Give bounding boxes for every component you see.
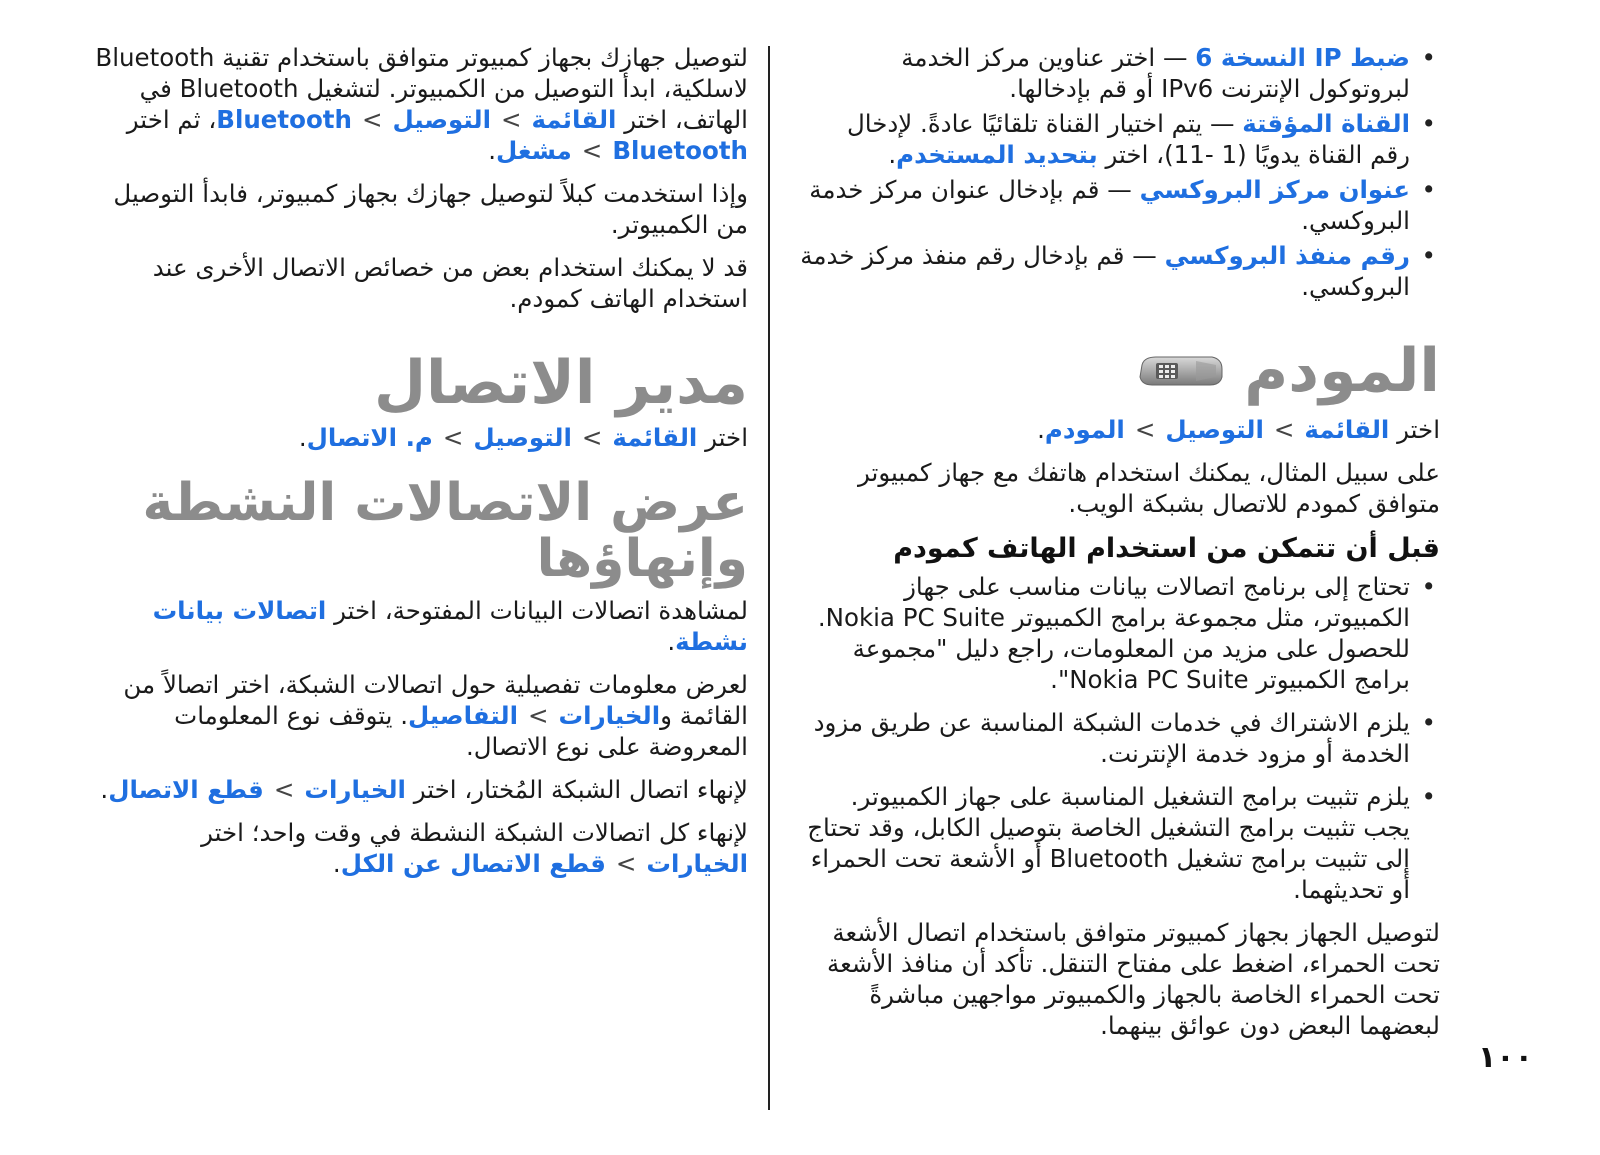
bluetooth-paragraph: لتوصيل جهازك بجهاز كمبيوتر متوافق باستخدام تقنية Bluetooth لاسلكية، ابدأ التوصيل من الكمبيوتر. لتشغيل Bluetooth في الهاتف، اختر القائمة>التوصيل>Bluetooth، ثم اختر Bluetooth>مشغل. (95, 43, 748, 165)
modem-title: المودم (1244, 336, 1440, 406)
connectivity-link[interactable]: التوصيل (392, 105, 491, 134)
bluetooth-link[interactable]: Bluetooth (216, 105, 352, 134)
list-item: • ضبط IP النسخة 6 — اختر عناوين مركز الخدمة لبروتوكول الإنترنت IPv6 أو قم بإدخالها. (800, 42, 1440, 104)
before-heading: قبل أن تتمكن من استخدام الهاتف كمودم (893, 533, 1440, 564)
column-divider (768, 46, 770, 1110)
setting-term: ضبط IP النسخة 6 (1195, 43, 1410, 72)
modem-device-icon (1136, 351, 1226, 391)
settings-list (800, 42, 1440, 302)
page-number: ١٠٠ (1478, 1040, 1533, 1075)
list-item: • تحتاج إلى برنامج اتصالات بيانات مناسب على جهاز الكمبيوتر، مثل مجموعة برامج الكمبيوتر Nokia PC Suite. للحصول على مزيد من المعلومات، راجع دليل "مجموعة برامج الكمبيوتر Nokia PC Suite". (800, 571, 1440, 695)
disconnect-all-link[interactable]: قطع الاتصال عن الكل (340, 849, 606, 878)
list-item: • عنوان مركز البروكسي — قم بإدخال عنوان مركز خدمة البروكسي. (800, 174, 1440, 236)
modem-link[interactable]: المودم (1044, 415, 1125, 444)
modem-heading-row (800, 336, 1440, 406)
disconnect-link[interactable]: قطع الاتصال (108, 775, 264, 804)
cable-paragraph: وإذا استخدمت كبلاً لتوصيل جهازك بجهاز كمبيوتر، فابدأ التوصيل من الكمبيوتر. (113, 179, 748, 239)
connectivity-link[interactable]: التوصيل (1165, 415, 1264, 444)
bluetooth-option-link[interactable]: Bluetooth (612, 136, 748, 165)
modem-menu-path: اختر القائمة>التوصيل>المودم. (1037, 415, 1440, 444)
list-item: • يلزم الاشتراك في خدمات الشبكة المناسبة عن طريق مزود الخدمة أو مزود خدمة الإنترنت. (800, 707, 1440, 769)
setting-term: رقم منفذ البروكسي (1164, 241, 1410, 270)
menu-link[interactable]: القائمة (612, 423, 698, 452)
active-connections-title: عرض الاتصالات النشطة وإنهاؤها (142, 473, 748, 589)
conn-mgr-link[interactable]: م. الاتصال (306, 423, 433, 452)
options-link[interactable]: الخيارات (304, 775, 406, 804)
setting-term: عنوان مركز البروكسي (1139, 175, 1410, 204)
active-data-connections-link[interactable]: اتصالات بيانات نشطة (152, 596, 748, 656)
list-item: • القناة المؤقتة — يتم اختيار القناة تلقائيًا عادةً. لإدخال رقم القناة يدويًا (1 -11)، اختر بتحديد المستخدم. (800, 108, 1440, 170)
options-link[interactable]: الخيارات (558, 701, 661, 730)
list-item: • رقم منفذ البروكسي — قم بإدخال رقم منفذ مركز خدمة البروكسي. (800, 240, 1440, 302)
left-column (78, 42, 748, 879)
details-link[interactable]: التفاصيل (408, 701, 519, 730)
connectivity-link[interactable]: التوصيل (473, 423, 572, 452)
requirements-list (800, 571, 1440, 905)
options-link[interactable]: الخيارات (646, 849, 748, 878)
end-connection-paragraph: لإنهاء اتصال الشبكة المُختار، اختر الخيارات>قطع الاتصال. (100, 775, 748, 804)
setting-term: القناة المؤقتة (1242, 109, 1410, 138)
details-paragraph: لعرض معلومات تفصيلية حول اتصالات الشبكة، اختر اتصالاً من القائمة والخيارات>التفاصيل. يتوقف نوع المعلومات المعروضة على نوع الاتصال. (123, 670, 748, 761)
menu-link[interactable]: القائمة (531, 105, 617, 134)
on-link[interactable]: مشغل (496, 136, 572, 165)
end-all-paragraph: لإنهاء كل اتصالات الشبكة النشطة في وقت واحد؛ اختر الخيارات>قطع الاتصال عن الكل. (201, 818, 748, 878)
connection-manager-title: مدير الاتصال (373, 348, 748, 418)
modem-intro: على سبيل المثال، يمكنك استخدام هاتفك مع جهاز كمبيوتر متوافق كمودم للاتصال بشبكة الويب. (857, 458, 1440, 518)
menu-link[interactable]: القائمة (1304, 415, 1390, 444)
right-column (800, 42, 1440, 1041)
view-connections-paragraph: لمشاهدة اتصالات البيانات المفتوحة، اختر اتصالات بيانات نشطة. (152, 596, 748, 656)
limitation-paragraph: قد لا يمكنك استخدام بعض من خصائص الاتصال الأخرى عند استخدام الهاتف كمودم. (152, 253, 748, 313)
connection-manager-path: اختر القائمة>التوصيل>م. الاتصال. (298, 423, 748, 452)
list-item: • يلزم تثبيت برامج التشغيل المناسبة على جهاز الكمبيوتر. يجب تثبيت برامج التشغيل الخاصة بتوصيل الكابل، وقد تحتاج إلى تثبيت برامج تشغيل Bluetooth أو الأشعة تحت الحمراء أو تحديثهما. (800, 781, 1440, 905)
infrared-paragraph: لتوصيل الجهاز بجهاز كمبيوتر متوافق باستخدام اتصال الأشعة تحت الحمراء، اضغط على مفتاح التنقل. تأكد أن منافذ الأشعة تحت الحمراء الخاصة بالجهاز والكمبيوتر مواجهين مباشرةً لبعضهما البعض دون عوائق بينهما. (826, 918, 1440, 1040)
